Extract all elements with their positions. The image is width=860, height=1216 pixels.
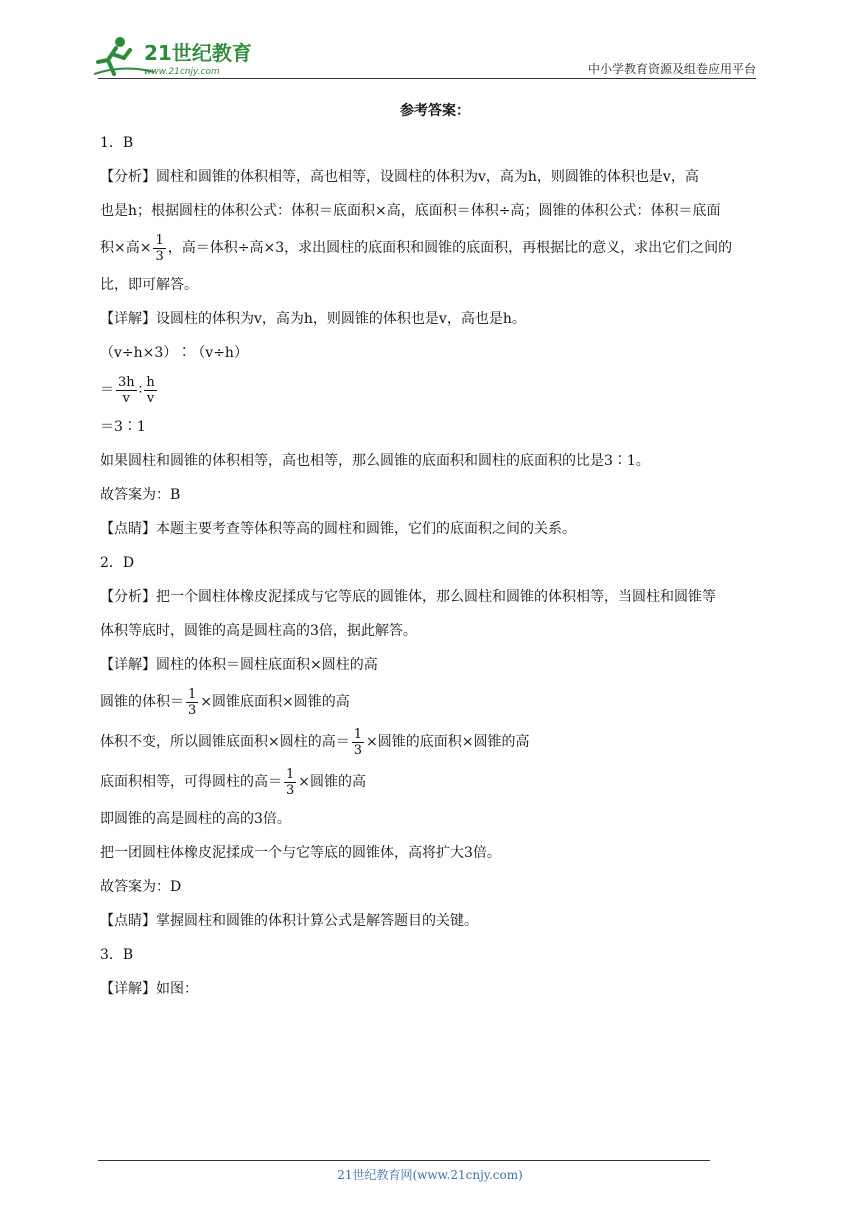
q1-analysis-line-3 [100, 228, 770, 268]
q1-analysis-line-4: 比，即可解答。 [100, 277, 198, 293]
header-platform-text: 中小学教育资源及组卷应用平台 [587, 62, 756, 76]
q1-final-answer: 故答案为：B [100, 487, 181, 503]
fraction-h-over-v: $\frac{h}{v}$ [146, 374, 155, 406]
footer-divider [98, 1160, 710, 1161]
q1-analysis-3a: 积×高× [100, 240, 152, 256]
q3-answer: 3．B [100, 947, 134, 963]
fraction-one-third: $\frac{1}{3}$ [286, 766, 295, 798]
logo-url: www.21cnjy.com [144, 67, 220, 77]
q2-detail-line-5: 即圆锥的高是圆柱的高的3倍。 [100, 811, 291, 827]
q2-detail-line-1: 【详解】圆柱的体积＝圆柱底面积×圆柱的高 [100, 657, 378, 673]
logo-text: 21世纪教育 [144, 41, 252, 65]
q2-detail-line-6: 把一团圆柱体橡皮泥揉成一个与它等底的圆锥体，高将扩大3倍。 [100, 845, 501, 861]
q2-analysis-line-2: 体积等底时，圆锥的高是圆柱高的3倍，据此解答。 [100, 623, 417, 639]
q1-calc-line-2 [100, 370, 770, 410]
q1-point: 【点睛】本题主要考查等体积等高的圆柱和圆锥，它们的底面积之间的关系。 [100, 521, 576, 537]
ratio-sign: ∶ [138, 382, 143, 398]
answer-content [100, 100, 770, 1006]
q1-detail-line-1: 【详解】设圆柱的体积为v，高为h，则圆锥的体积也是v，高也是h。 [100, 311, 526, 327]
q1-conclusion: 如果圆柱和圆锥的体积相等，高也相等，那么圆锥的底面积和圆柱的底面积的比是3∶1。 [100, 453, 650, 469]
fraction-one-third: $\frac{1}{3}$ [188, 686, 197, 718]
q2-detail-line-2: 圆锥的体积＝ $\frac{1}{3}$ ×圆锥底面积×圆锥的高 [100, 686, 350, 718]
q2-detail-line-4: 底面积相等，可得圆柱的高＝ $\frac{1}{3}$ ×圆锥的高 [100, 766, 367, 798]
q1-analysis-line-1: 【分析】圆柱和圆锥的体积相等，高也相等，设圆柱的体积为v，高为h，则圆锥的体积也是v，高 [100, 169, 699, 185]
q2-analysis-line-1: 【分析】把一个圆柱体橡皮泥揉成与它等底的圆锥体，那么圆柱和圆锥的体积相等，当圆柱和圆锥等 [100, 589, 716, 605]
q1-calc-line-3: ＝3∶1 [100, 419, 146, 435]
q3-detail-line-1: 【详解】如图： [100, 981, 198, 997]
q1-answer: 1．B [100, 135, 134, 151]
q1-analysis-line-2: 也是h；根据圆柱的体积公式：体积＝底面积×高，底面积＝体积÷高；圆锥的体积公式：体积＝底面 [100, 203, 721, 219]
header-divider [98, 78, 756, 79]
q2-point: 【点睛】掌握圆柱和圆锥的体积计算公式是解答题目的关键。 [100, 913, 478, 929]
q2-final-answer: 故答案为：D [100, 879, 182, 895]
q2-answer: 2．D [100, 555, 135, 571]
q1-calc-line-1: （v÷h×3）∶（v÷h） [100, 345, 248, 361]
q1-analysis-3b: ，高＝体积÷高×3，求出圆柱的底面积和圆锥的底面积，再根据比的意义，求出它们之间的 [167, 240, 733, 256]
equals-sign: ＝ [100, 382, 114, 398]
q2-detail-line-3: 体积不变，所以圆锥底面积×圆柱的高＝ $\frac{1}{3}$ ×圆锥的底面积×圆锥的高 [100, 726, 530, 758]
page-header [0, 0, 860, 80]
fraction-3h-over-v: $\frac{3h}{v}$ [118, 374, 135, 406]
fraction-one-third: $\frac{1}{3}$ [155, 232, 164, 264]
page-title: 参考答案： [400, 103, 470, 119]
logo [94, 34, 264, 80]
footer-link[interactable]: 21世纪教育网(www.21cnjy.com) [337, 1168, 523, 1182]
fraction-one-third: $\frac{1}{3}$ [353, 726, 363, 758]
